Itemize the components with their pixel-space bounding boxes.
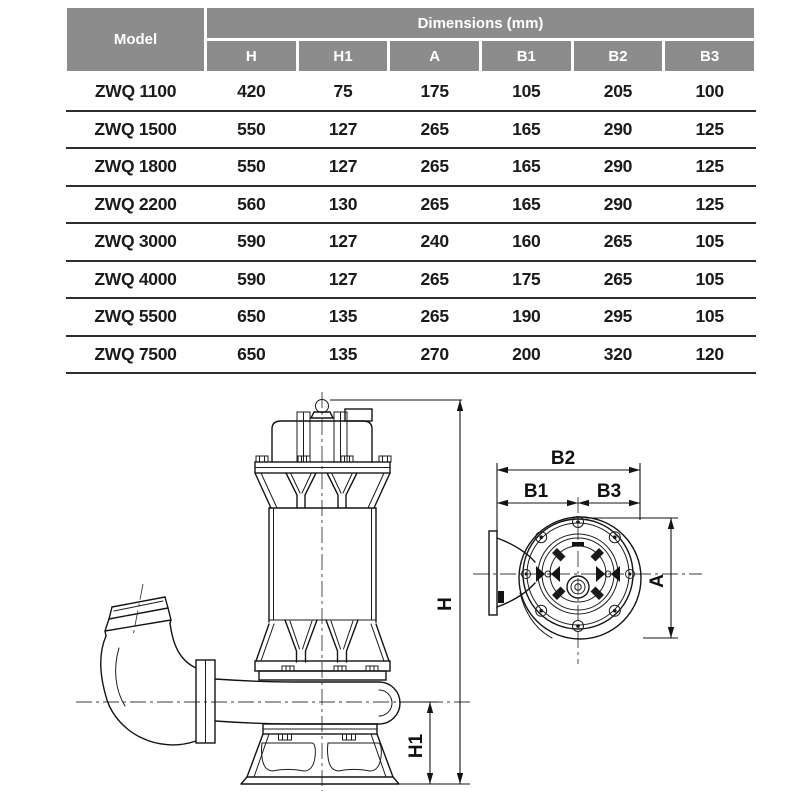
value-cell: 205 (572, 73, 664, 111)
technical-drawing (0, 385, 800, 800)
dimensions-table (64, 5, 757, 374)
pump-top-view (473, 448, 702, 664)
value-cell: 550 (206, 148, 298, 186)
table-body (66, 73, 756, 374)
dimensions-header: Dimensions (mm) (206, 7, 756, 40)
discharge-flange (196, 660, 215, 743)
value-cell: 165 (480, 148, 572, 186)
dimension-h (330, 400, 470, 784)
dimension-b1-label: B1 (523, 481, 549, 502)
value-cell: 265 (389, 111, 481, 149)
dimension-h-label: H (435, 597, 456, 611)
column-header-h1: H1 (297, 40, 389, 73)
model-cell: ZWQ 2200 (66, 186, 206, 224)
value-cell: 165 (480, 111, 572, 149)
value-cell: 127 (297, 148, 389, 186)
dimension-h1-label: H1 (406, 733, 427, 759)
value-cell: 270 (389, 336, 481, 374)
table-row (66, 111, 756, 149)
lower-handles (256, 620, 389, 662)
table-row (66, 261, 756, 299)
value-cell: 105 (480, 73, 572, 111)
table-row (66, 73, 756, 111)
column-header-h: H (206, 40, 298, 73)
value-cell: 127 (297, 223, 389, 261)
model-cell: ZWQ 4000 (66, 261, 206, 299)
value-cell: 175 (480, 261, 572, 299)
value-cell: 265 (572, 261, 664, 299)
table-row (66, 186, 756, 224)
column-header-b3: B3 (664, 40, 756, 73)
value-cell: 105 (664, 298, 756, 336)
value-cell: 420 (206, 73, 298, 111)
dimension-b2-label: B2 (550, 448, 576, 469)
base-stand (241, 734, 399, 784)
value-cell: 125 (664, 111, 756, 149)
table-header (66, 7, 756, 73)
value-cell: 290 (572, 148, 664, 186)
value-cell: 265 (389, 261, 481, 299)
value-cell: 650 (206, 336, 298, 374)
value-cell: 590 (206, 261, 298, 299)
column-header-a: A (389, 40, 481, 73)
value-cell: 125 (664, 186, 756, 224)
value-cell: 265 (572, 223, 664, 261)
column-header-b1: B1 (480, 40, 572, 73)
value-cell: 200 (480, 336, 572, 374)
value-cell: 295 (572, 298, 664, 336)
value-cell: 130 (297, 186, 389, 224)
hose-connector (105, 597, 171, 636)
value-cell: 320 (572, 336, 664, 374)
value-cell: 125 (664, 148, 756, 186)
cable-entry-box (345, 409, 372, 421)
value-cell: 135 (297, 336, 389, 374)
discharge-elbow (101, 623, 196, 745)
inlet-flange (489, 531, 535, 615)
top-flange (255, 456, 391, 473)
value-cell: 265 (389, 298, 481, 336)
value-cell: 650 (206, 298, 298, 336)
value-cell: 590 (206, 223, 298, 261)
value-cell: 190 (480, 298, 572, 336)
value-cell: 75 (297, 73, 389, 111)
table-row (66, 336, 756, 374)
column-header-b2: B2 (572, 40, 664, 73)
model-cell: ZWQ 7500 (66, 336, 206, 374)
dimension-b1 (497, 481, 578, 506)
table-row (66, 223, 756, 261)
model-header: Model (66, 7, 206, 73)
value-cell: 240 (389, 223, 481, 261)
model-cell: ZWQ 5500 (66, 298, 206, 336)
seal-housing (255, 661, 390, 680)
value-cell: 290 (572, 186, 664, 224)
value-cell: 290 (572, 111, 664, 149)
dimension-b3 (578, 481, 640, 506)
value-cell: 550 (206, 111, 298, 149)
dimension-a-label: A (647, 574, 668, 588)
motor-body (269, 508, 376, 622)
value-cell: 265 (389, 148, 481, 186)
value-cell: 160 (480, 223, 572, 261)
model-cell: ZWQ 1100 (66, 73, 206, 111)
model-cell: ZWQ 3000 (66, 223, 206, 261)
table-row (66, 148, 756, 186)
value-cell: 127 (297, 111, 389, 149)
value-cell: 165 (480, 186, 572, 224)
value-cell: 127 (297, 261, 389, 299)
model-cell: ZWQ 1800 (66, 148, 206, 186)
value-cell: 560 (206, 186, 298, 224)
model-cell: ZWQ 1500 (66, 111, 206, 149)
value-cell: 175 (389, 73, 481, 111)
pump-side-view (76, 392, 472, 791)
value-cell: 105 (664, 261, 756, 299)
value-cell: 135 (297, 298, 389, 336)
table-row (66, 298, 756, 336)
dimension-h1 (399, 702, 438, 784)
value-cell: 105 (664, 223, 756, 261)
upper-handles (255, 473, 390, 508)
dimension-b3-label: B3 (596, 481, 622, 502)
volute-casing (215, 679, 400, 734)
value-cell: 100 (664, 73, 756, 111)
value-cell: 265 (389, 186, 481, 224)
value-cell: 120 (664, 336, 756, 374)
